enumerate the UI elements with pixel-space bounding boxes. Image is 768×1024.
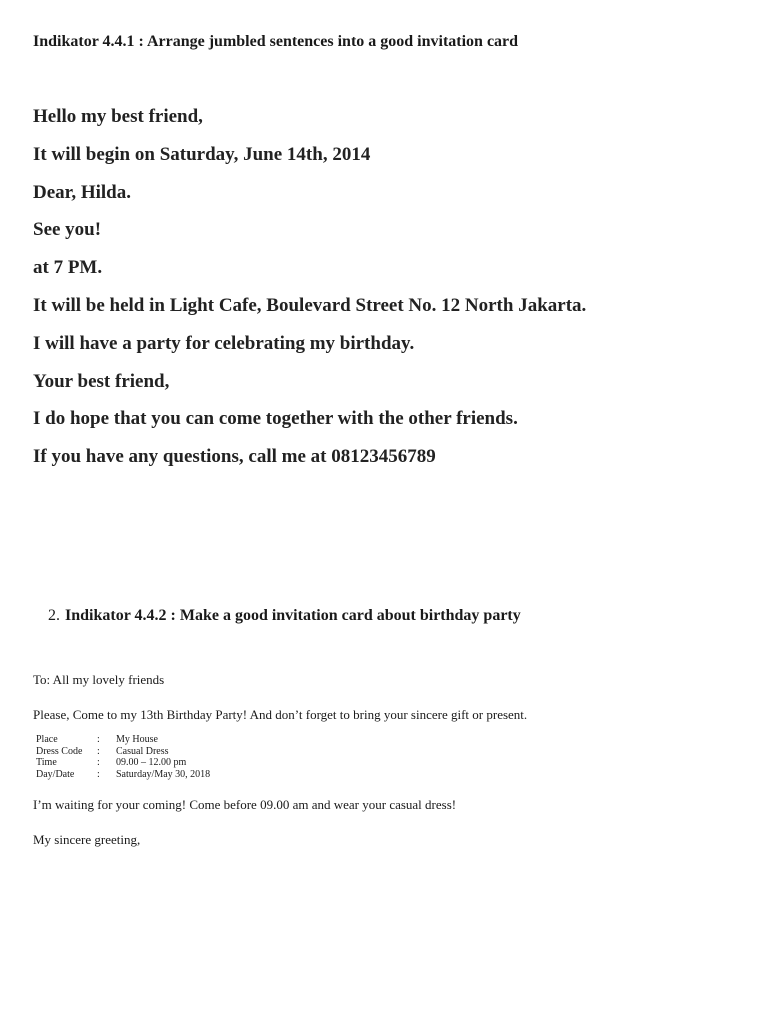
- detail-value: My House: [116, 734, 158, 745]
- detail-label: Dress Code: [36, 745, 83, 757]
- section2-heading-text: Indikator 4.4.2 : Make a good invitation card about birthday party: [65, 607, 521, 624]
- jumbled-sentence: Hello my best friend,: [33, 106, 203, 127]
- detail-value: Casual Dress: [116, 745, 169, 757]
- jumbled-sentence: If you have any questions, call me at 08123456789: [33, 446, 436, 468]
- detail-row-place: [36, 734, 210, 746]
- jumbled-sentence-list: [33, 105, 586, 483]
- detail-value: 09.00 – 12.00 pm: [116, 757, 187, 768]
- jumbled-sentence: at 7 PM.: [33, 257, 103, 279]
- jumbled-sentence: It will be held in Light Cafe, Boulevard Street No. 12 North Jakarta.: [33, 294, 587, 316]
- detail-label: Place: [36, 734, 58, 745]
- jumbled-sentence: Dear, Hilda.: [33, 181, 131, 203]
- detail-label: Day/Date: [36, 768, 75, 780]
- jumbled-sentence: It will begin on Saturday, June 14th, 2014: [33, 143, 371, 165]
- card-body-text: Please, Come to my 13th Birthday Party! And don’t forget to bring your sincere gift or present.: [33, 707, 528, 722]
- section2-number: 2.: [48, 607, 60, 624]
- jumbled-sentence: I will have a party for celebrating my birthday.: [33, 332, 415, 354]
- detail-label: Time: [36, 757, 57, 768]
- detail-row-time: [36, 757, 210, 769]
- jumbled-sentence: I do hope that you can come together with the other friends.: [33, 408, 518, 430]
- detail-separator: :: [97, 734, 100, 745]
- detail-separator: :: [97, 757, 100, 768]
- card-waiting-text: I’m waiting for your coming! Come before 09.00 am and wear your casual dress!: [33, 797, 457, 812]
- detail-separator: :: [97, 745, 100, 757]
- detail-row-dress-code: [36, 746, 210, 758]
- detail-value: Saturday/May 30, 2018: [116, 768, 211, 780]
- section2-heading: [48, 607, 521, 625]
- detail-separator: :: [97, 768, 100, 780]
- jumbled-sentence: See you!: [33, 219, 102, 241]
- jumbled-sentence: Your best friend,: [33, 370, 170, 392]
- section1-heading: Indikator 4.4.1 : Arrange jumbled sentences into a good invitation card: [33, 33, 519, 50]
- card-recipient: To: All my lovely friends: [33, 672, 165, 687]
- event-details-table: [36, 734, 210, 780]
- card-greeting-text: My sincere greeting,: [33, 832, 141, 847]
- detail-row-day-date: [36, 769, 210, 781]
